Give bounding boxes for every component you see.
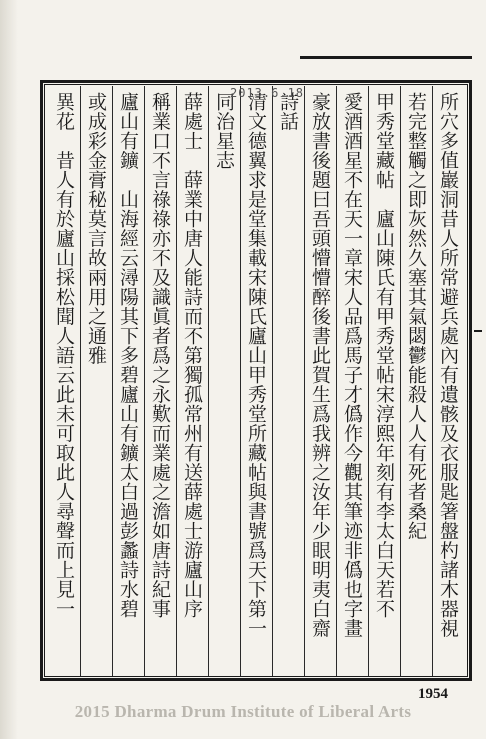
column-rule — [304, 86, 305, 676]
column-rule — [240, 86, 241, 676]
column-rule — [336, 86, 337, 676]
running-header — [300, 14, 472, 74]
column-rule — [176, 86, 177, 676]
text-column-3: 甲秀堂藏帖 廬山陳氏有甲秀堂帖宋淳熙年刻有李太白天若不 — [373, 92, 395, 619]
watermark: 2015 Dharma Drum Institute of Liberal Arts — [74, 702, 412, 721]
text-column-6: 詩話 — [277, 92, 299, 131]
column-rule — [144, 86, 145, 676]
column-rule — [112, 86, 113, 676]
page-number: 1954 — [418, 686, 448, 702]
text-column-12: 或成彩金膏秘莫言故兩用之通雅 — [85, 92, 107, 365]
text-column-11: 廬山有鑛 山海經云潯陽其下多碧廬山有鑛太白過彭蠡詩水碧 — [117, 92, 139, 619]
text-column-4: 愛酒酒星不在天一章宋人品爲馬子才僞作今觀其筆迹非僞也字畫 — [341, 92, 363, 638]
column-rule — [432, 86, 433, 676]
text-column-7: 清文德翼求是堂集載宋陳氏廬山甲秀堂所藏帖與書號爲天下第一 — [245, 92, 267, 638]
date-stamp: 2013.6.18 — [230, 86, 305, 100]
column-rule — [208, 86, 209, 676]
scan-edge-shadow — [0, 0, 18, 739]
column-rule — [400, 86, 401, 676]
text-column-1: 所穴多值巖洞昔人所常避兵處內有遺骸及衣服匙箸盤杓諸木器視 — [437, 92, 459, 638]
column-rule — [80, 86, 81, 676]
column-rule — [368, 86, 369, 676]
text-column-9: 薛處士 薛業中唐人能詩而不第獨孤常州有送薛處士游廬山序 — [181, 92, 203, 619]
gutter-mark — [474, 330, 482, 332]
text-column-2: 若完整觸之即灰然久塞其氣閟鬱能殺人人有死者桑紀 — [405, 92, 427, 541]
text-column-10: 稱業口不言祿祿亦不及識眞者爲之永歎而業處之澹如唐詩紀事 — [149, 92, 171, 619]
header-rule — [300, 56, 472, 59]
text-column-5: 豪放書後題曰吾頭懵懵醉後書此賀生爲我辨之汝年少眼明夷白齋 — [309, 92, 331, 638]
text-column-13: 異花 昔人有於廬山採松聞人語云此未可取此人尋聲而上見一 — [53, 92, 75, 619]
column-rule — [272, 86, 273, 676]
text-column-8: 同治星志 — [213, 92, 235, 170]
